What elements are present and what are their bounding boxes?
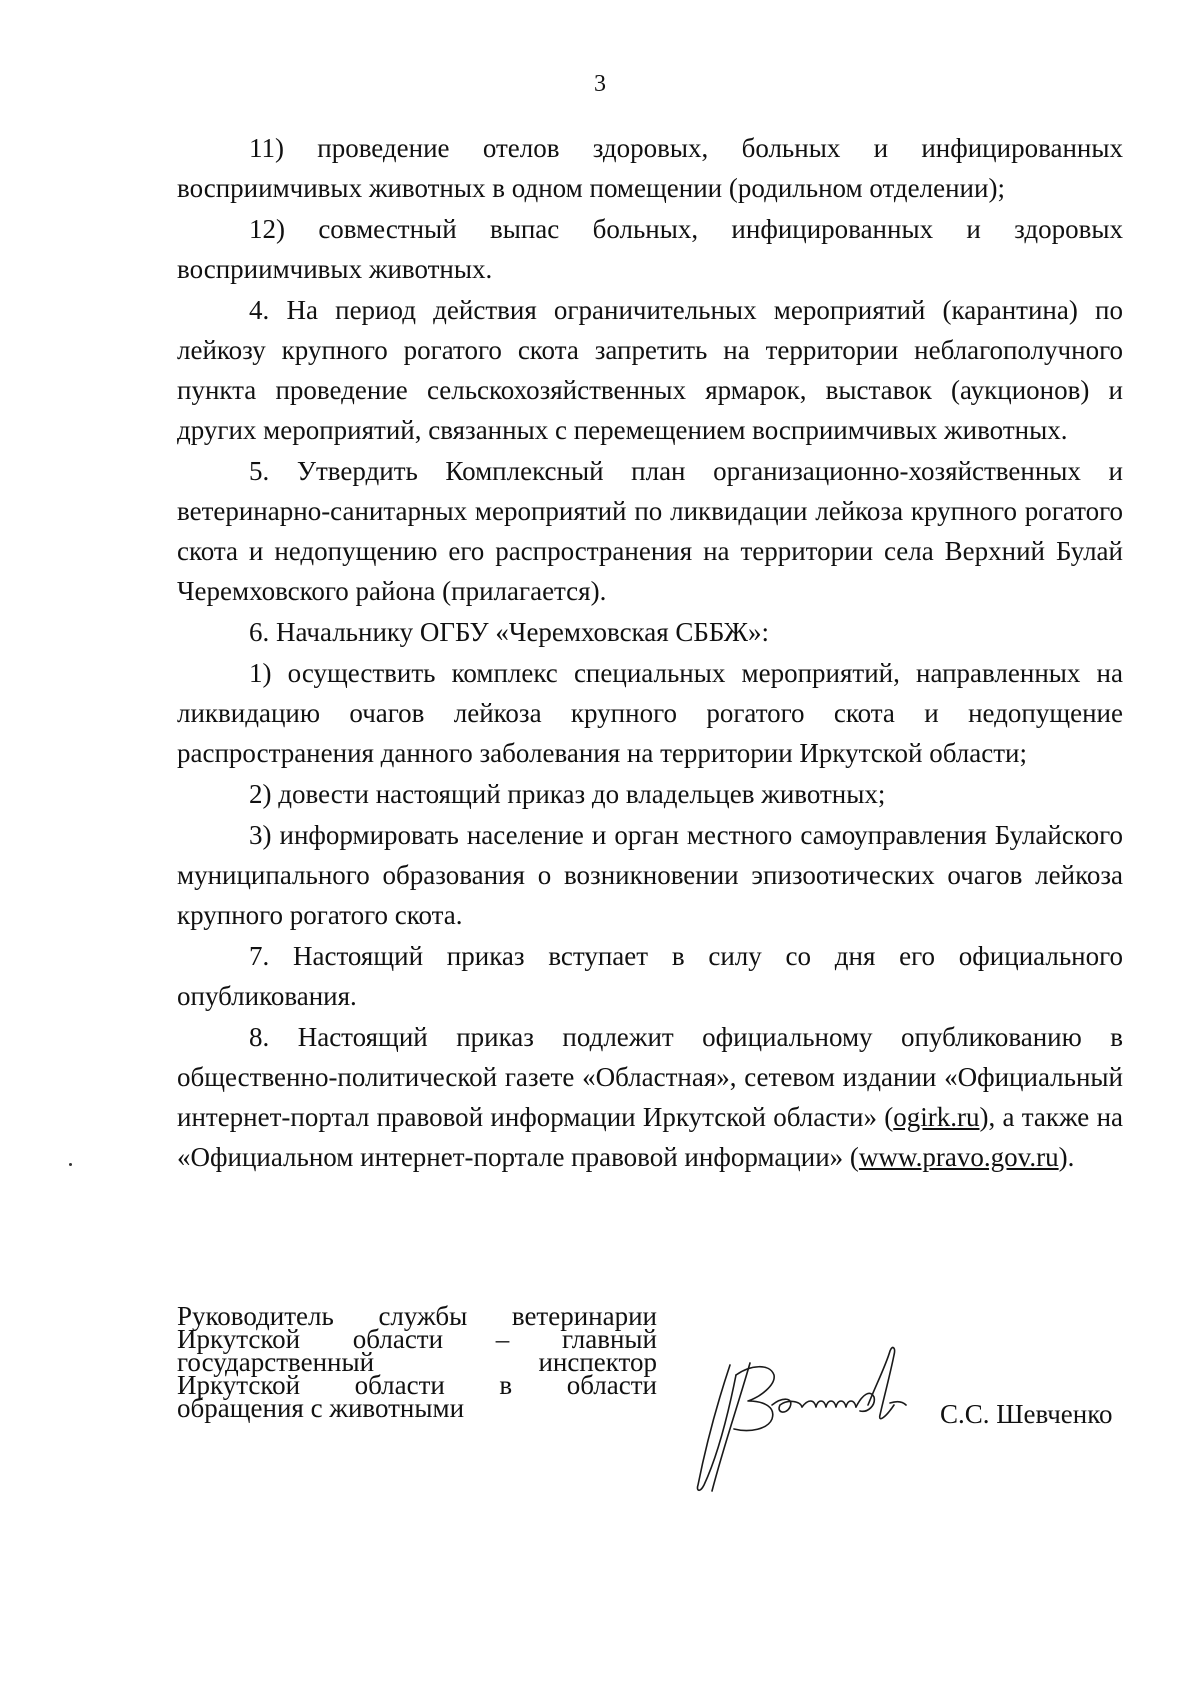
signatory-title-line: обращения с животными <box>177 1393 465 1423</box>
signatory-title <box>177 1301 657 1423</box>
handwritten-signature <box>690 1345 935 1495</box>
paragraph-5: 5. Утвердить Комплексный план организационно-хозяйственных и ветеринарно-санитарных мероприятий по ликвидации лейкоза крупного рогатого скота и недопущению его распространения на территории села Верхний Булай Черемховского района (прилагается). <box>177 456 1123 606</box>
paragraph-item-11 <box>177 128 1123 208</box>
ogirk-link[interactable]: ogirk.ru <box>893 1102 980 1132</box>
paragraph-6-item-2: 2) довести настоящий приказ до владельцев животных; <box>249 779 886 809</box>
paragraph-6-item-3: 3) информировать население и орган местного самоуправления Булайского муниципального образования о возникновении эпизоотических очагов лейкоза крупного рогатого скота. <box>177 820 1123 930</box>
signatory-title-line: Иркутской области в области <box>177 1370 657 1400</box>
paragraph-8-text: 8. Настоящий приказ подлежит официальному опубликованию в общественно-политической газете «Областная», сетевом издании «Официальный интернет-портал правовой информации Иркутской области» ( <box>177 1022 1123 1132</box>
paragraph-item-12 <box>177 209 1123 289</box>
scan-speck <box>69 1163 72 1166</box>
paragraph-8-middle: ), а также на «Официальном интернет-портале правовой информации» ( <box>177 1102 1123 1172</box>
signatory-title-line: государственный инспектор <box>177 1347 657 1377</box>
signatory-title-line: Руководитель службы ветеринарии <box>177 1301 657 1331</box>
signatory-title-line: Иркутской области – главный <box>177 1324 657 1354</box>
paragraph-8-end: ). <box>1058 1142 1075 1172</box>
page-number: 3 <box>594 71 606 97</box>
paragraph-8 <box>177 1017 1123 1177</box>
pravo-link[interactable]: www.pravo.gov.ru <box>858 1142 1059 1172</box>
paragraph-7: 7. Настоящий приказ вступает в силу со дня его официального опубликования. <box>177 941 1123 1011</box>
paragraph-6-item-1: 1) осуществить комплекс специальных мероприятий, направленных на ликвидацию очагов лейкоза крупного рогатого скота и недопущение распространения данного заболевания на территории Иркутской области; <box>177 658 1123 768</box>
paragraph-6: 6. Начальнику ОГБУ «Черемховская СББЖ»: <box>249 617 769 647</box>
paragraph-4: 4. На период действия ограничительных мероприятий (карантина) по лейкозу крупного рогатого скота запретить на территории неблагополучного пункта проведение сельскохозяйственных ярмарок, выставок (аукционов) и других мероприятий, связанных с перемещением восприимчивых животных. <box>177 295 1123 445</box>
document-body <box>177 128 1123 1178</box>
paragraph-item-12-rest: восприимчивых животных. <box>177 254 493 284</box>
paragraph-item-11-rest: восприимчивых животных в одном помещении (родильном отделении); <box>177 173 1005 203</box>
paragraph-item-11-text: 11) проведение отелов здоровых, больных и инфицированных <box>249 133 1123 163</box>
signer-name: С.С. Шевченко <box>940 1399 1113 1429</box>
paragraph-item-12-text: 12) совместный выпас больных, инфицированных и здоровых <box>249 214 1123 244</box>
